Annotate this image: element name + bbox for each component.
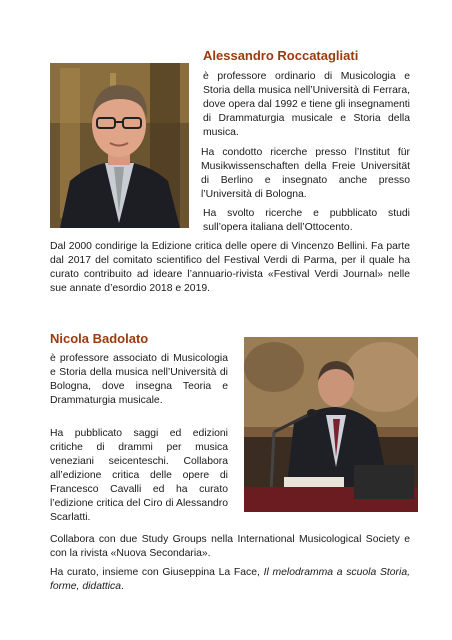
photo-badolato-speaking [244,337,418,512]
bio-paragraph: Ha pubblicato saggi ed edizioni critiche di drammi per musica veneziani seicenteschi. Collabora all’edizione critica delle opere di Francesco Cavalli ed ha curato l’edizione critica del Ciro di Alessandro Scarlatti. [50,428,228,523]
bio-text: . [121,581,124,592]
bio-paragraph: Ha condotto ricerche presso l’Institut für Musikwissenschaften della Freie Universität di Berlino e insegnato anche presso l’Università di Bologna. [201,147,410,200]
bio-paragraph: è professore ordinario di Musicologia e Storia della musica nell’Università di Ferrara, dove opera dal 1992 e tiene gli insegnamenti di Drammaturgia musicale e Storia della musica. [203,71,410,138]
bio-paragraph: Collabora con due Study Groups nella International Musicological Society e con la rivista «Nuova Secondaria». [50,534,410,559]
person-name-badolato: Nicola Badolato [50,331,149,346]
person-name-roccatagliati: Alessandro Roccatagliati [203,48,359,63]
bio-paragraph: Ha svolto ricerche e pubblicato studi sull’opera italiana dell’Ottocento. [203,208,410,233]
portrait-photo-roccatagliati [50,63,189,228]
book-title: Il melodramma a scuola Storia, forme, didattica [50,567,410,592]
bio-paragraph [50,566,410,594]
bio-paragraph: Dal 2000 condirige la Edizione critica delle opere di Vincenzo Bellini. Fa parte dal 2017 del comitato scientifico del Festival Verdi di Parma, per il quale ha curato contribuito ad ideare l’annuario-rivista «Festival Verdi Journal» nelle sue annate d’esordio 2018 e 2019. [50,241,410,294]
bio-paragraph: è professore associato di Musicologia e Storia della musica nell’Università di Bologna, dove insegna Teoria e Drammaturgia musicale. [50,353,228,406]
bio-text: Ha curato, insieme con Giuseppina La Face, [50,567,264,578]
